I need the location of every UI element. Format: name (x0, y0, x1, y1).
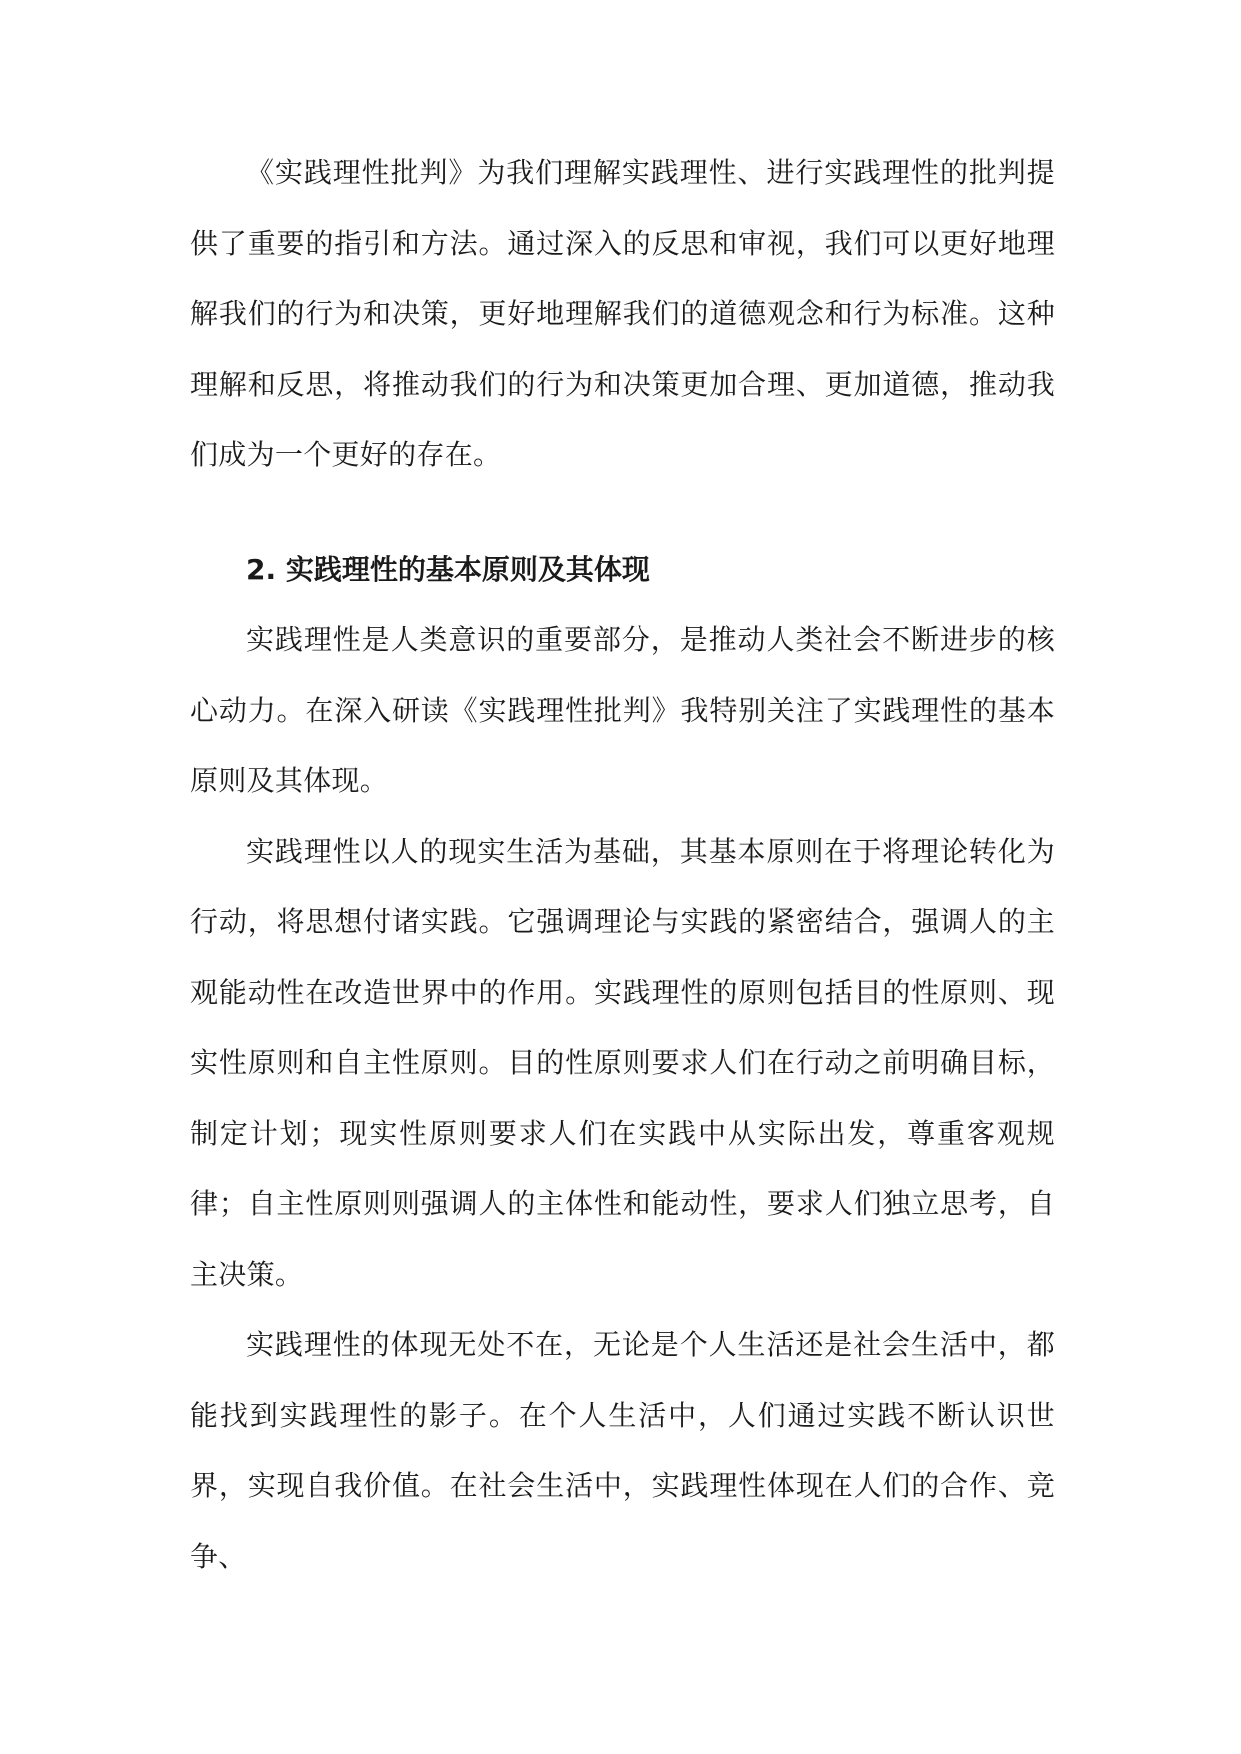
paragraph-principles: 实践理性以人的现实生活为基础，其基本原则在于将理论转化为行动，将思想付诸实践。它强调理论与实践的紧密结合，强调人的主观能动性在改造世界中的作用。实践理性的原则包括目的性原则、现实性原则和自主性原则。目的性原则要求人们在行动之前明确目标，制定计划；现实性原则要求人们在实践中从实际出发，尊重客观规律；自主性原则则强调人的主体性和能动性，要求人们独立思考，自主决策。 (190, 834, 1055, 1291)
paragraph-manifestation: 实践理性的体现无处不在，无论是个人生活还是社会生活中，都能找到实践理性的影子。在个人生活中，人们通过实践不断认识世界，实现自我价值。在社会生活中，实践理性体现在人们的合作、竞争、 (190, 1328, 1055, 1573)
document-body (190, 138, 1055, 1592)
section-spacer (190, 491, 1055, 535)
section-heading: 2. 实践理性的基本原则及其体现 (246, 552, 650, 586)
paragraph-practical-reason-core: 实践理性是人类意识的重要部分，是推动人类社会不断进步的核心动力。在深入研读《实践理性批判》我特别关注了实践理性的基本原则及其体现。 (190, 623, 1055, 797)
paragraph-intro-conclusion: 《实践理性批判》为我们理解实践理性、进行实践理性的批判提供了重要的指引和方法。通过深入的反思和审视，我们可以更好地理解我们的行为和决策，更好地理解我们的道德观念和行为标准。这种理解和反思，将推动我们的行为和决策更加合理、更加道德，推动我们成为一个更好的存在。 (190, 156, 1055, 471)
